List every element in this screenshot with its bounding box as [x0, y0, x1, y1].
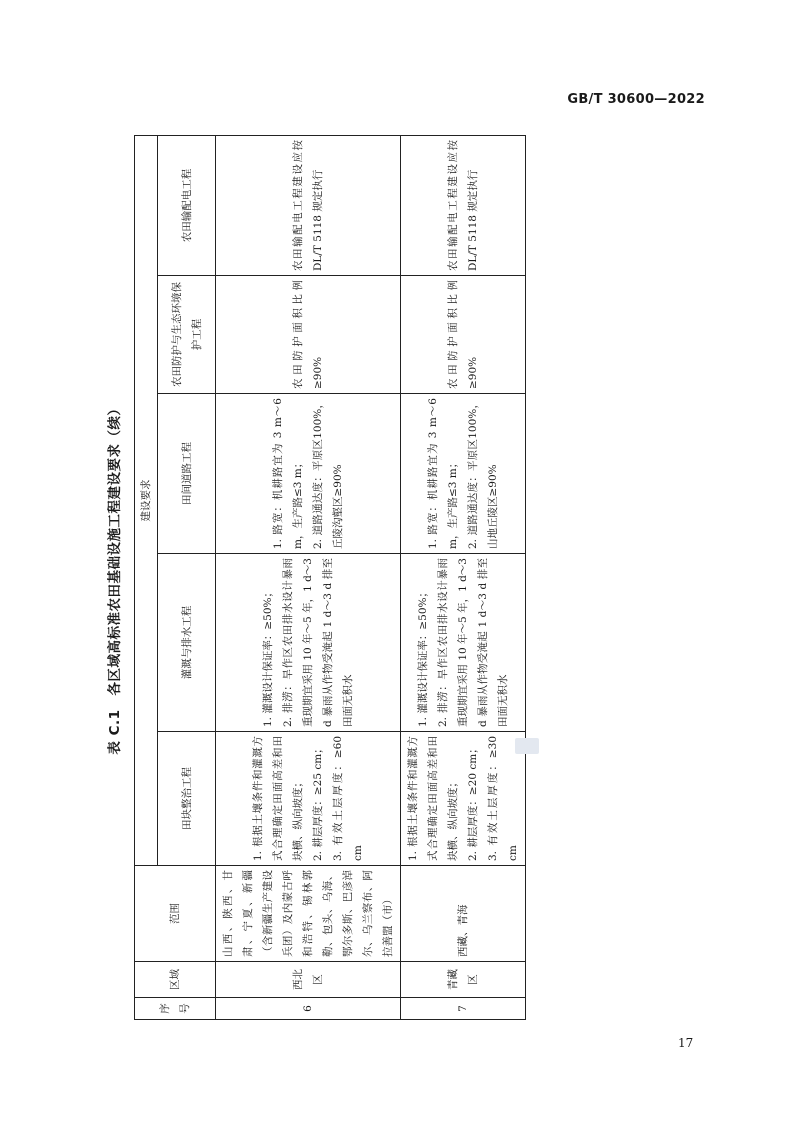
cell-region: 西北区 — [216, 962, 401, 998]
header-protection: 农田防护与生态环境保护工程 — [158, 276, 216, 394]
cell-road — [216, 394, 401, 554]
standard-number: GB/T 30600—2022 — [567, 92, 705, 107]
field-item: 3. 有效土层厚度：≥30 cm — [487, 736, 519, 861]
requirements-table — [134, 135, 526, 1020]
header-seq: 序号 — [135, 998, 216, 1020]
road-item: 1. 路宽：机耕路宜为 3 m～6 m，生产路≤3 m； — [427, 398, 459, 549]
cell-region: 青藏区 — [401, 962, 526, 998]
cell-seq: 7 — [401, 998, 526, 1020]
header-irrigation: 灌溉与排水工程 — [158, 554, 216, 732]
header-field: 田块整治工程 — [158, 732, 216, 866]
cell-protection: 农田防护面积比例≥90% — [401, 276, 526, 394]
field-item: 1. 根据土壤条件和灌溉方式合理确定田面高差和田块横、纵向坡度； — [252, 736, 304, 861]
irrigation-item: 1. 灌溉设计保证率：≥50%； — [262, 587, 274, 727]
header-region: 区域 — [135, 962, 216, 998]
road-item: 1. 路宽：机耕路宜为 3 m～6 m，生产路≤3 m； — [272, 398, 304, 549]
header-power: 农田输配电工程 — [158, 135, 216, 275]
field-item: 1. 根据土壤条件和灌溉方式合理确定田面高差和田块横、纵向坡度； — [407, 736, 459, 861]
cell-seq: 6 — [216, 998, 401, 1020]
cell-power: 农田输配电工程建设应按 DL/T 5118 规定执行 — [216, 135, 401, 275]
cell-irrigation — [401, 554, 526, 732]
cell-road — [401, 394, 526, 554]
page-number: 17 — [678, 1036, 694, 1050]
road-item: 2. 道路通达度：平原区100%，山地丘陵区≥90% — [467, 398, 499, 549]
irrigation-item: 2. 排涝：旱作区农田排水设计暴雨重现期宜采用 10 年～5 年，1 d～3 d 暴雨从作物受淹起 1 d～3 d 排至田面无积水 — [437, 558, 509, 727]
watermark-logo-icon — [515, 738, 539, 754]
irrigation-item: 1. 灌溉设计保证率：≥50%； — [417, 587, 429, 727]
field-item: 2. 耕层厚度：≥20 cm； — [467, 743, 479, 861]
header-group: 建设要求 — [135, 135, 158, 865]
cell-irrigation — [216, 554, 401, 732]
cell-scope: 西藏、青海 — [401, 866, 526, 962]
field-item: 3. 有效土层厚度：≥60 cm — [332, 736, 364, 861]
header-row-1 — [135, 135, 158, 1019]
cell-power: 农田输配电工程建设应按 DL/T 5118 规定执行 — [401, 135, 526, 275]
header-road: 田间道路工程 — [158, 394, 216, 554]
cell-protection: 农田防护面积比例≥90% — [216, 276, 401, 394]
cell-scope: 山西、陕西、甘肃、宁夏、新疆（含新疆生产建设兵团）及内蒙古呼和浩特、锡林郭勒、包头、乌海、鄂尔多斯、巴彦淖尔、乌兰察布、阿拉善盟（市） — [216, 866, 401, 962]
table-row — [216, 135, 401, 1019]
table-row — [401, 135, 526, 1019]
road-item: 2. 道路通达度：平原区100%，丘陵沟壑区≥90% — [312, 398, 344, 549]
field-item: 2. 耕层厚度：≥25 cm； — [312, 743, 324, 861]
cell-field — [216, 732, 401, 866]
irrigation-item: 2. 排涝：旱作区农田排水设计暴雨重现期宜采用 10 年～5 年，1 d～3 d 暴雨从作物受淹起 1 d～3 d 排至田面无积水 — [282, 558, 354, 727]
cell-field — [401, 732, 526, 866]
rotated-table-area — [100, 128, 519, 1028]
table-caption: 表 C.1 各区域高标准农田基础设施工程建设要求（续） — [107, 401, 123, 755]
header-scope: 范围 — [135, 866, 216, 962]
